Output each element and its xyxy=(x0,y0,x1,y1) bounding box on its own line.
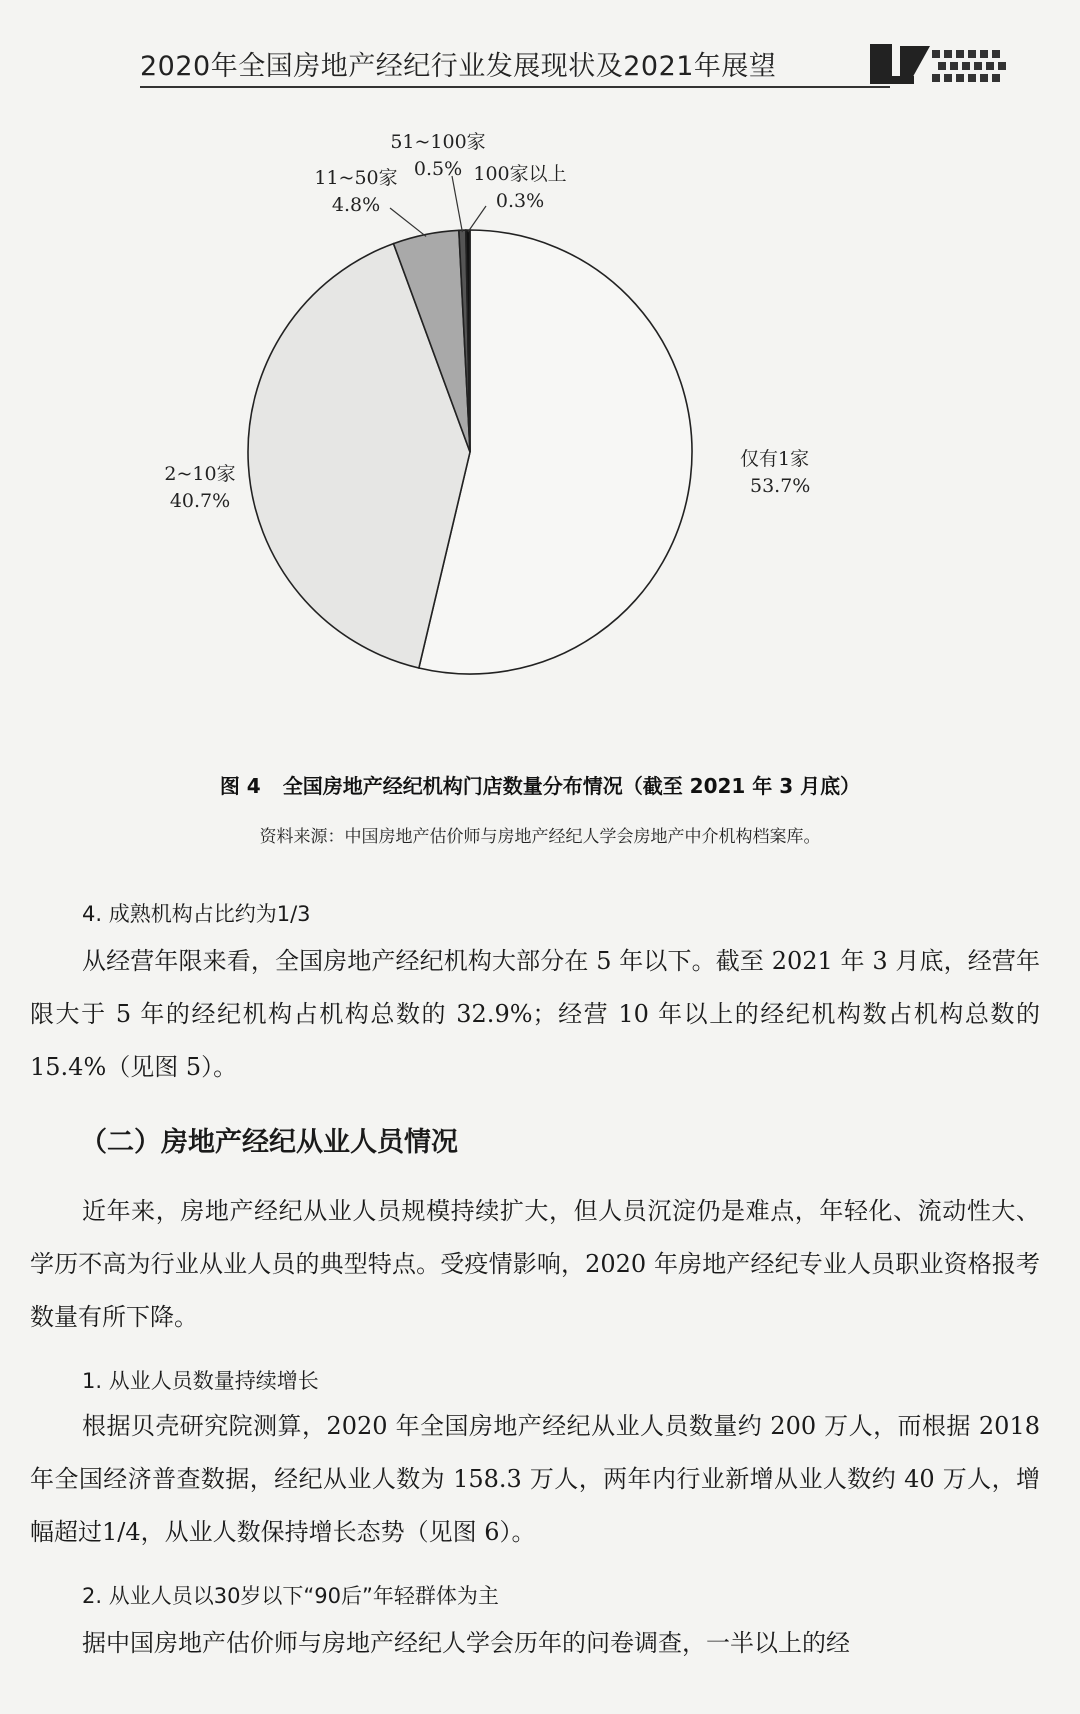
pie-chart xyxy=(0,120,1080,760)
slice-percent-label: 0.5% xyxy=(413,158,463,180)
header-rule xyxy=(140,86,890,88)
leader-line xyxy=(452,176,462,232)
slice-percent-label: 0.3% xyxy=(495,190,545,212)
paragraph-1: 从经营年限来看，全国房地产经纪机构大部分在 5 年以下。截至 2021 年 3 月底，经营年限大于 5 年的经纪机构占机构总数的 32.9%；经营 10 年以上的经纪机构数占机构总数的 15.4%（见图 5）。 xyxy=(30,947,1040,1081)
paragraph-2: 近年来，房地产经纪从业人员规模持续扩大，但人员沉淀仍是难点，年轻化、流动性大、学历不高为行业从业人员的典型特点。受疫情影响，2020 年房地产经纪专业人员职业资格报考数量有所下降。 xyxy=(30,1197,1040,1331)
figure-source: 资料来源：中国房地产估价师与房地产经纪人学会房地产中介机构档案库。 xyxy=(259,827,821,847)
slice-percent-label: 4.8% xyxy=(331,194,381,216)
figure-caption xyxy=(0,770,1080,799)
figure-caption-text: 全国房地产经纪机构门店数量分布情况（截至 2021 年 3 月底） xyxy=(282,774,861,798)
paragraph-4: 据中国房地产估价师与房地产经纪人学会历年的问卷调查，一半以上的经 xyxy=(82,1629,850,1657)
slice-name-label: 仅有1家 xyxy=(740,448,810,470)
leader-line xyxy=(390,208,426,236)
slice-name-label: 11~50家 xyxy=(314,167,398,189)
subheading-2: 2. 从业人员以30岁以下“90后”年轻群体为主 xyxy=(82,1584,499,1608)
header-ornament-icon xyxy=(870,36,1020,96)
running-header: 2020年全国房地产经纪行业发展现状及2021年展望 xyxy=(140,51,777,82)
slice-percent-label: 40.7% xyxy=(169,490,231,512)
paragraph-3: 根据贝壳研究院测算，2020 年全国房地产经纪从业人员数量约 200 万人，而根据 2018 年全国经济普查数据，经纪从业人数为 158.3 万人，两年内行业新增从业人数约 40 万人，增幅超过1/4，从业人数保持增长态势（见图 6）。 xyxy=(30,1412,1040,1546)
slice-name-label: 2~10家 xyxy=(164,463,236,485)
figure-number: 图 4 xyxy=(219,774,261,798)
leader-line xyxy=(468,206,486,232)
slice-percent-label: 53.7% xyxy=(750,475,811,497)
subheading-4: 4. 成熟机构占比约为1/3 xyxy=(82,902,311,926)
slice-name-label: 100家以上 xyxy=(473,163,567,185)
section-heading: （二）房地产经纪从业人员情况 xyxy=(80,1127,458,1158)
subheading-1: 1. 从业人员数量持续增长 xyxy=(82,1369,319,1393)
slice-name-label: 51~100家 xyxy=(390,131,486,153)
